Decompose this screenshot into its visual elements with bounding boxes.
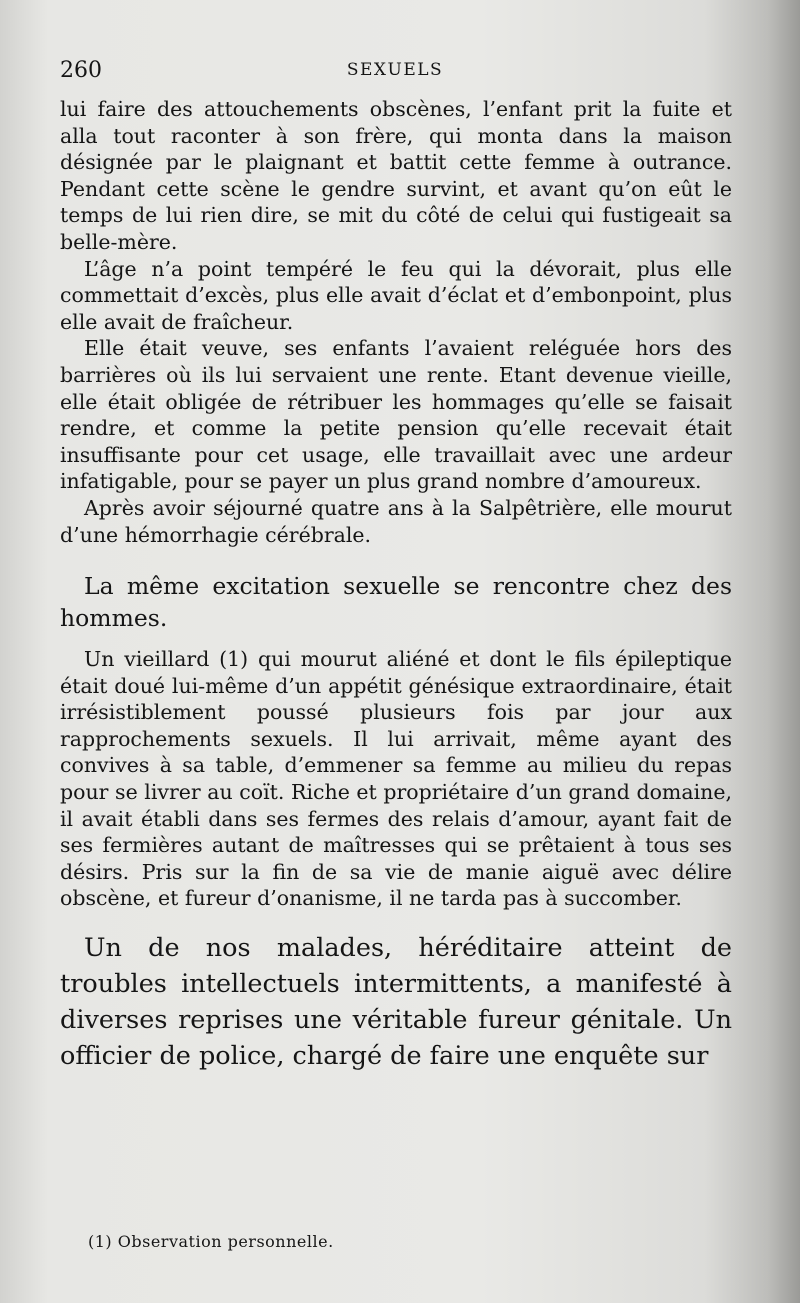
paragraph-5: La même excitation sexuelle se rencontre chez des hommes. <box>60 572 732 633</box>
paragraph-6: Un vieillard (1) qui mourut aliéné et dont le fils épileptique était doué lui-même d’un appétit génésique extraordinaire, était irrésistiblement poussé plusieurs fois par jour aux rapprochements sexuels. Il lui arrivait, même ayant des convives à sa table, d’emmener sa femme au milieu du repas pour se livrer au coït. Riche et propriétaire d’un grand domaine, il avait établi dans ses fermes des relais d’amour, ayant fait de ses fermières autant de maîtresses qui se prêtaient à tous ses désirs. Pris sur la fin de sa vie de manie aiguë avec délire obscène, et fureur d’onanisme, il ne tarda pas à succomber. <box>60 647 732 911</box>
page-body <box>60 96 732 1074</box>
running-head: SEXUELS <box>346 60 444 80</box>
page-number: 260 <box>60 58 102 83</box>
paragraph-7: Un de nos malades, héréditaire atteint de troubles intellectuels intermittents, a manifesté à diverses reprises une véritable fureur génitale. Un officier de police, chargé de faire une enquête sur <box>60 933 732 1072</box>
paragraph-3: Elle était veuve, ses enfants l’avaient reléguée hors des barrières où ils lui servaient une rente. Etant devenue vieille, elle était obligée de rétribuer les hommages qu’elle se faisait rendre, et comme la petite pension qu’elle recevait était insuffisante pour cet usage, elle travaillait avec une ardeur infatigable, pour se payer un plus grand nombre d’amoureux. <box>60 336 732 494</box>
paragraph-2: L’âge n’a point tempéré le feu qui la dévorait, plus elle commettait d’excès, plus elle avait d’éclat et d’embonpoint, plus elle avait de fraîcheur. <box>60 256 732 334</box>
footnote: (1) Observation personnelle. <box>88 1232 334 1251</box>
paragraph-4: Après avoir séjourné quatre ans à la Salpêtrière, elle mourut d’une hémorrhagie cérébrale. <box>60 495 732 547</box>
paragraph-1: lui faire des attouchements obscènes, l’enfant prit la fuite et alla tout raconter à son frère, qui monta dans la maison désignée par le plaignant et battit cette femme à outrance. Pendant cette scène le gendre survint, et avant qu’on eût le temps de lui rien dire, se mit du côté de celui qui fustigeait sa belle-mère. <box>60 97 732 254</box>
page-header <box>60 58 730 84</box>
